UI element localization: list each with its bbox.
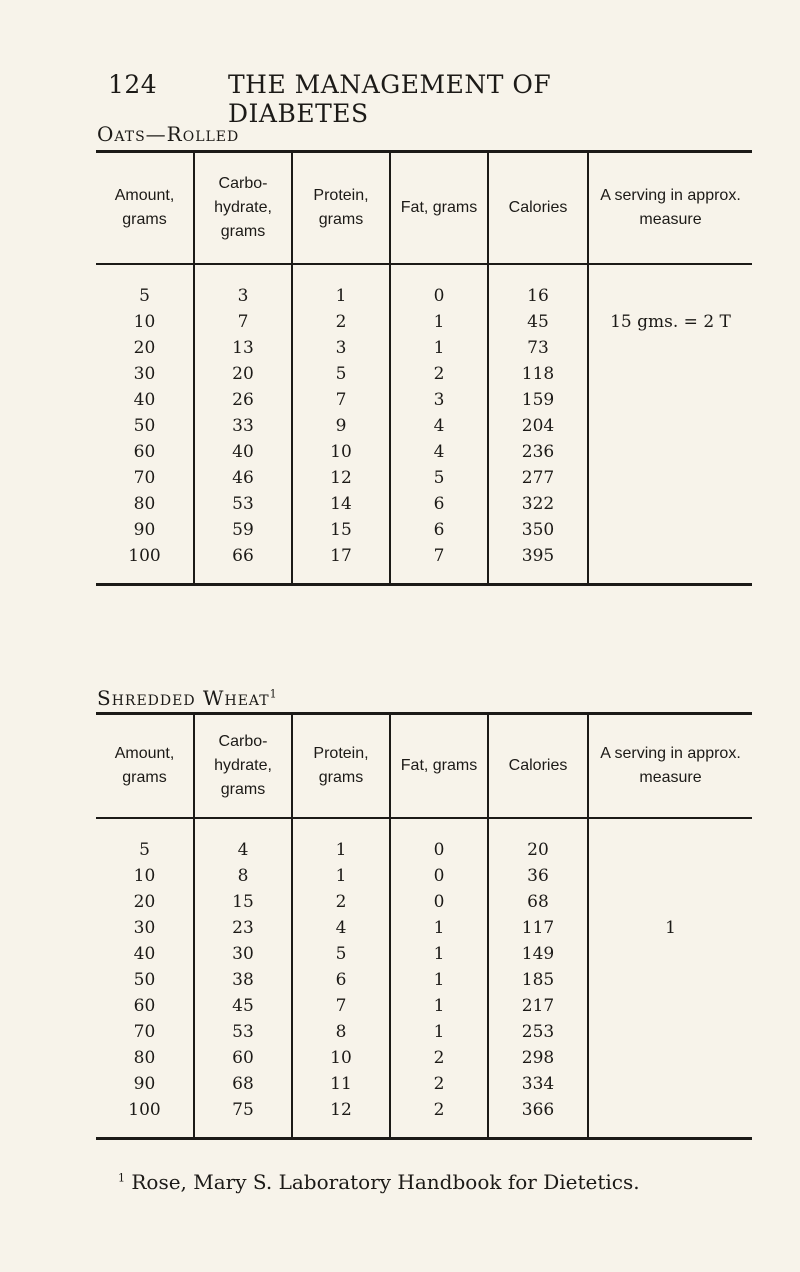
table-cell: 60 [133, 441, 156, 462]
section-title-text: Oats—Rolled [97, 122, 240, 146]
table-cell: 4 [292, 915, 390, 941]
table-cell: 2 [390, 361, 488, 387]
table-cell: 6 [292, 967, 390, 993]
serving-cell [588, 465, 752, 491]
table-cell: 217 [488, 993, 588, 1019]
table-cell: 66 [194, 543, 292, 585]
column-header: A serving in approx. measure [588, 714, 752, 818]
table-cell: 1 [292, 863, 390, 889]
table-cell: 5 [390, 465, 488, 491]
table-row [96, 941, 752, 967]
table-cell: 13 [194, 335, 292, 361]
table-row [96, 413, 752, 439]
table-cell: 3 [194, 264, 292, 309]
table-row [96, 889, 752, 915]
table-cell: 30 [133, 917, 156, 938]
column-header: Amount, grams [114, 744, 175, 786]
table-cell: 10 [133, 311, 156, 332]
column-header: Protein, grams [292, 714, 390, 818]
table-cell: 100 [128, 1099, 161, 1120]
table-cell: 277 [488, 465, 588, 491]
table-cell: 20 [133, 337, 156, 358]
table-row [96, 818, 752, 863]
serving-cell [588, 889, 752, 915]
serving-cell [588, 818, 752, 863]
table-cell: 7 [292, 993, 390, 1019]
table-cell: 1 [292, 818, 390, 863]
table-cell: 204 [488, 413, 588, 439]
table-cell: 100 [128, 545, 161, 566]
table-cell: 50 [133, 415, 156, 436]
table-cell: 1 [390, 915, 488, 941]
table-cell: 20 [488, 818, 588, 863]
table-row [96, 439, 752, 465]
table-cell: 1 [390, 1019, 488, 1045]
table-header-row [96, 152, 752, 264]
table-row [96, 361, 752, 387]
table-cell: 17 [292, 543, 390, 585]
table-cell: 14 [292, 491, 390, 517]
table-cell: 68 [194, 1071, 292, 1097]
table-cell: 0 [390, 863, 488, 889]
table-cell: 40 [133, 943, 156, 964]
table-row [96, 1045, 752, 1071]
section-title-shredded-wheat [97, 686, 278, 710]
table-cell: 20 [194, 361, 292, 387]
serving-cell [588, 413, 752, 439]
table-cell: 80 [133, 1047, 156, 1068]
table-row [96, 309, 752, 335]
table-cell: 0 [390, 264, 488, 309]
table-row [96, 1071, 752, 1097]
table-row [96, 264, 752, 309]
table-cell: 11 [292, 1071, 390, 1097]
table-cell: 46 [194, 465, 292, 491]
serving-cell [588, 491, 752, 517]
table-cell: 1 [390, 967, 488, 993]
table-cell: 60 [194, 1045, 292, 1071]
table-cell: 3 [390, 387, 488, 413]
section-title-oats [97, 122, 239, 146]
column-header: Fat, grams [390, 714, 488, 818]
table-cell: 10 [133, 865, 156, 886]
table-body [96, 264, 752, 585]
serving-cell [588, 993, 752, 1019]
table-cell: 40 [133, 389, 156, 410]
serving-cell [588, 439, 752, 465]
serving-cell [588, 1045, 752, 1071]
table-cell: 10 [292, 439, 390, 465]
table-cell: 322 [488, 491, 588, 517]
serving-cell [588, 335, 752, 361]
table-cell: 2 [390, 1097, 488, 1139]
footnote-text: Rose, Mary S. Laboratory Handbook for Dietetics. [131, 1170, 640, 1194]
table-cell: 5 [292, 361, 390, 387]
serving-cell [588, 863, 752, 889]
table-cell: 20 [133, 891, 156, 912]
column-header: Calories [488, 152, 588, 264]
table-cell: 2 [292, 309, 390, 335]
table-cell: 366 [488, 1097, 588, 1139]
serving-cell [588, 264, 752, 309]
footnote-marker: 1 [118, 1171, 125, 1185]
serving-cell [588, 361, 752, 387]
table-cell: 36 [488, 863, 588, 889]
table-cell: 70 [133, 1021, 156, 1042]
table-cell: 23 [194, 915, 292, 941]
footnote-ref: 1 [269, 687, 278, 701]
column-header: Carbo- hydrate, grams [194, 714, 292, 818]
table-cell: 8 [292, 1019, 390, 1045]
table-cell: 80 [133, 493, 156, 514]
table-cell: 53 [194, 491, 292, 517]
column-header: Carbo- hydrate, grams [194, 152, 292, 264]
section-title-text: Shredded Wheat [97, 686, 270, 710]
table-row [96, 491, 752, 517]
table-row [96, 993, 752, 1019]
serving-cell [588, 517, 752, 543]
table-cell: 118 [488, 361, 588, 387]
table-cell: 4 [194, 818, 292, 863]
table-cell: 2 [292, 889, 390, 915]
table-cell: 395 [488, 543, 588, 585]
table-cell: 16 [488, 264, 588, 309]
serving-cell: 15 gms. = 2 T [588, 309, 752, 335]
serving-cell [588, 1071, 752, 1097]
table-cell: 2 [390, 1071, 488, 1097]
page-number: 124 [108, 70, 158, 99]
table-cell: 185 [488, 967, 588, 993]
serving-cell [588, 543, 752, 585]
table-cell: 10 [292, 1045, 390, 1071]
table-cell: 90 [133, 519, 156, 540]
serving-cell [588, 1019, 752, 1045]
table-cell: 1 [292, 264, 390, 309]
table-cell: 1 [390, 993, 488, 1019]
table-cell: 5 [292, 941, 390, 967]
table-row [96, 1019, 752, 1045]
nutrition-table-shredded-wheat [96, 712, 752, 1140]
table-cell: 50 [133, 969, 156, 990]
table-cell: 68 [488, 889, 588, 915]
table-cell: 7 [292, 387, 390, 413]
table-cell: 5 [139, 839, 150, 860]
table-cell: 15 [292, 517, 390, 543]
table-cell: 30 [194, 941, 292, 967]
table-body [96, 818, 752, 1139]
running-title: THE MANAGEMENT OF DIABETES [228, 70, 552, 128]
table-cell: 9 [292, 413, 390, 439]
table-cell: 5 [139, 285, 150, 306]
column-header: Calories [488, 714, 588, 818]
table-cell: 298 [488, 1045, 588, 1071]
table-cell: 159 [488, 387, 588, 413]
table-cell: 8 [194, 863, 292, 889]
table-cell: 12 [292, 465, 390, 491]
column-header: Amount, grams [114, 186, 175, 228]
serving-cell [588, 941, 752, 967]
table-cell: 0 [390, 889, 488, 915]
table-cell: 4 [390, 439, 488, 465]
table-cell: 149 [488, 941, 588, 967]
table-row [96, 863, 752, 889]
table-row [96, 967, 752, 993]
table-cell: 75 [194, 1097, 292, 1139]
footnote [118, 1170, 640, 1194]
column-header: Fat, grams [390, 152, 488, 264]
nutrition-table-oats [96, 150, 752, 586]
column-header: A serving in approx. measure [588, 152, 752, 264]
table-cell: 33 [194, 413, 292, 439]
serving-cell: 1 [588, 915, 752, 941]
serving-cell [588, 387, 752, 413]
table-row [96, 543, 752, 585]
table-cell: 90 [133, 1073, 156, 1094]
table-row [96, 465, 752, 491]
table-row [96, 915, 752, 941]
table-cell: 15 [194, 889, 292, 915]
table-cell: 30 [133, 363, 156, 384]
table-cell: 70 [133, 467, 156, 488]
table-cell: 350 [488, 517, 588, 543]
table-cell: 12 [292, 1097, 390, 1139]
table-cell: 7 [194, 309, 292, 335]
table-cell: 1 [390, 335, 488, 361]
table-row [96, 1097, 752, 1139]
table-row [96, 335, 752, 361]
table-cell: 236 [488, 439, 588, 465]
table-cell: 45 [488, 309, 588, 335]
column-header: Protein, grams [292, 152, 390, 264]
table-cell: 7 [390, 543, 488, 585]
table-header-row [96, 714, 752, 818]
table-cell: 59 [194, 517, 292, 543]
table-cell: 38 [194, 967, 292, 993]
table-cell: 334 [488, 1071, 588, 1097]
table-row [96, 517, 752, 543]
table-cell: 3 [292, 335, 390, 361]
table-cell: 6 [390, 517, 488, 543]
table-cell: 73 [488, 335, 588, 361]
table-cell: 26 [194, 387, 292, 413]
table-cell: 2 [390, 1045, 488, 1071]
serving-cell [588, 967, 752, 993]
table-cell: 1 [390, 941, 488, 967]
table-cell: 6 [390, 491, 488, 517]
table-cell: 253 [488, 1019, 588, 1045]
table-cell: 53 [194, 1019, 292, 1045]
table-cell: 60 [133, 995, 156, 1016]
table-cell: 0 [390, 818, 488, 863]
table-cell: 45 [194, 993, 292, 1019]
table-cell: 117 [488, 915, 588, 941]
table-cell: 1 [390, 309, 488, 335]
table-cell: 4 [390, 413, 488, 439]
serving-cell [588, 1097, 752, 1139]
table-cell: 40 [194, 439, 292, 465]
table-row [96, 387, 752, 413]
